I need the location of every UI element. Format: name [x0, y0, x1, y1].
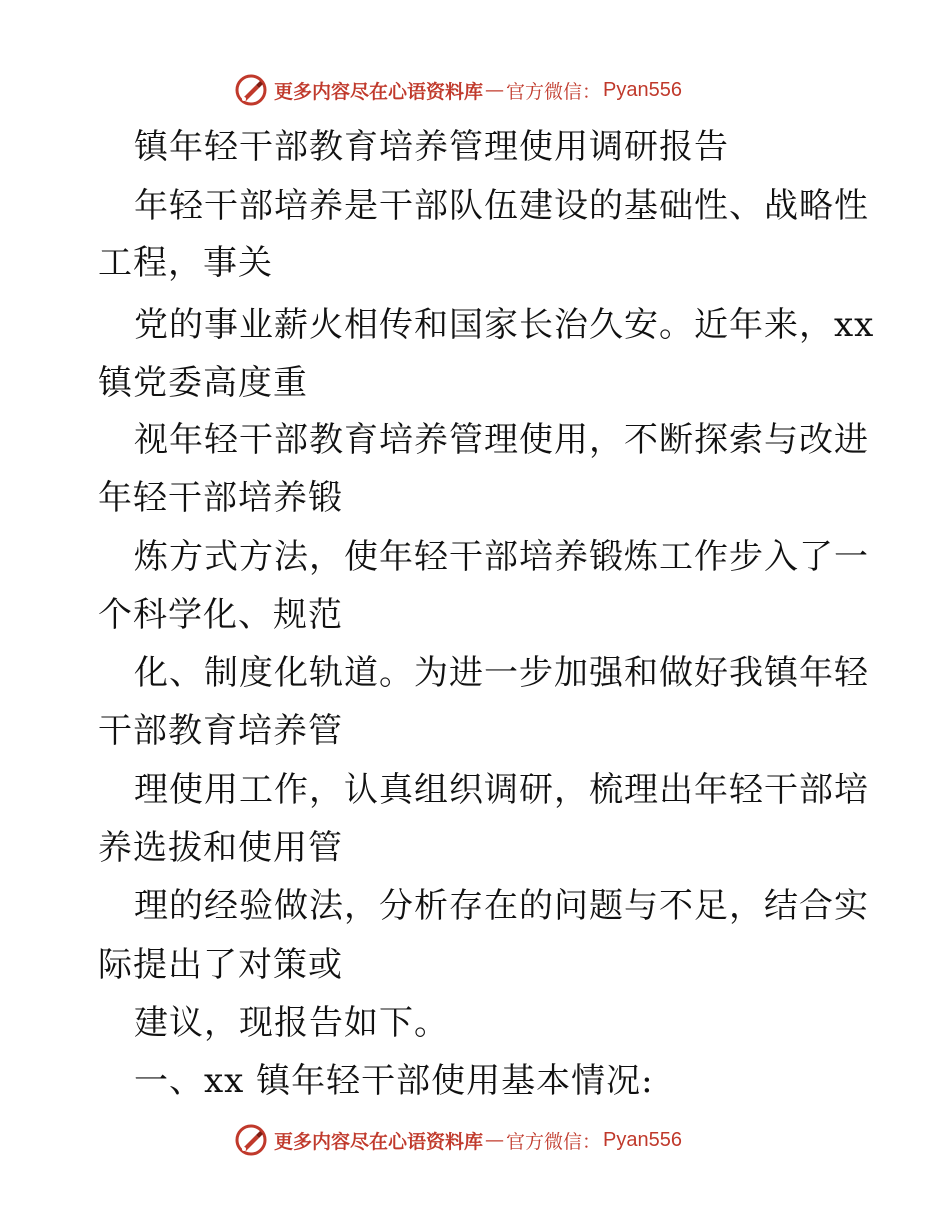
paragraph-line: 养选拔和使用管	[98, 828, 343, 868]
pen-logo-icon	[234, 73, 268, 107]
watermark-dash: —	[485, 79, 505, 101]
paragraph-line: 年轻干部培养是干部队伍建设的基础性、战略性	[134, 186, 869, 226]
paragraph-line: 理使用工作，认真组织调研，梳理出年轻干部培	[134, 770, 869, 810]
paragraph-line: 视年轻干部教育培养管理使用，不断探索与改进	[134, 420, 869, 460]
watermark-main-text: 更多内容尽在心语资料库	[274, 1130, 484, 1153]
paragraph-line: 建议，现报告如下。	[134, 1003, 449, 1043]
paragraph-line: 理的经验做法，分析存在的问题与不足，结合实	[134, 886, 869, 926]
watermark-header	[234, 72, 682, 108]
watermark-wechat-id: Pyan556	[603, 78, 682, 101]
watermark-wechat-id: Pyan556	[603, 1128, 682, 1151]
watermark-dash: —	[485, 1129, 505, 1151]
section-heading: 一、xx 镇年轻干部使用基本情况:	[134, 1061, 654, 1101]
watermark-main-text: 更多内容尽在心语资料库	[274, 80, 484, 103]
watermark-footer	[234, 1122, 682, 1158]
paragraph-line: 化、制度化轨道。为进一步加强和做好我镇年轻	[134, 653, 869, 693]
paragraph-line: 个科学化、规范	[98, 595, 343, 635]
paragraph-line: 干部教育培养管	[98, 711, 343, 751]
paragraph-line: 党的事业薪火相传和国家长治久安。近年来，xx	[134, 305, 875, 345]
paragraph-line: 工程，事关	[98, 243, 273, 283]
paragraph-line: 际提出了对策或	[98, 945, 343, 985]
paragraph-line: 镇党委高度重	[98, 363, 308, 403]
watermark-sub-text: 官方微信：	[506, 80, 602, 103]
paragraph-line: 炼方式方法，使年轻干部培养锻炼工作步入了一	[134, 537, 869, 577]
paragraph-line: 年轻干部培养锻	[98, 478, 343, 518]
pen-logo-icon	[234, 1123, 268, 1157]
watermark-sub-text: 官方微信：	[506, 1130, 602, 1153]
document-title: 镇年轻干部教育培养管理使用调研报告	[134, 127, 729, 167]
